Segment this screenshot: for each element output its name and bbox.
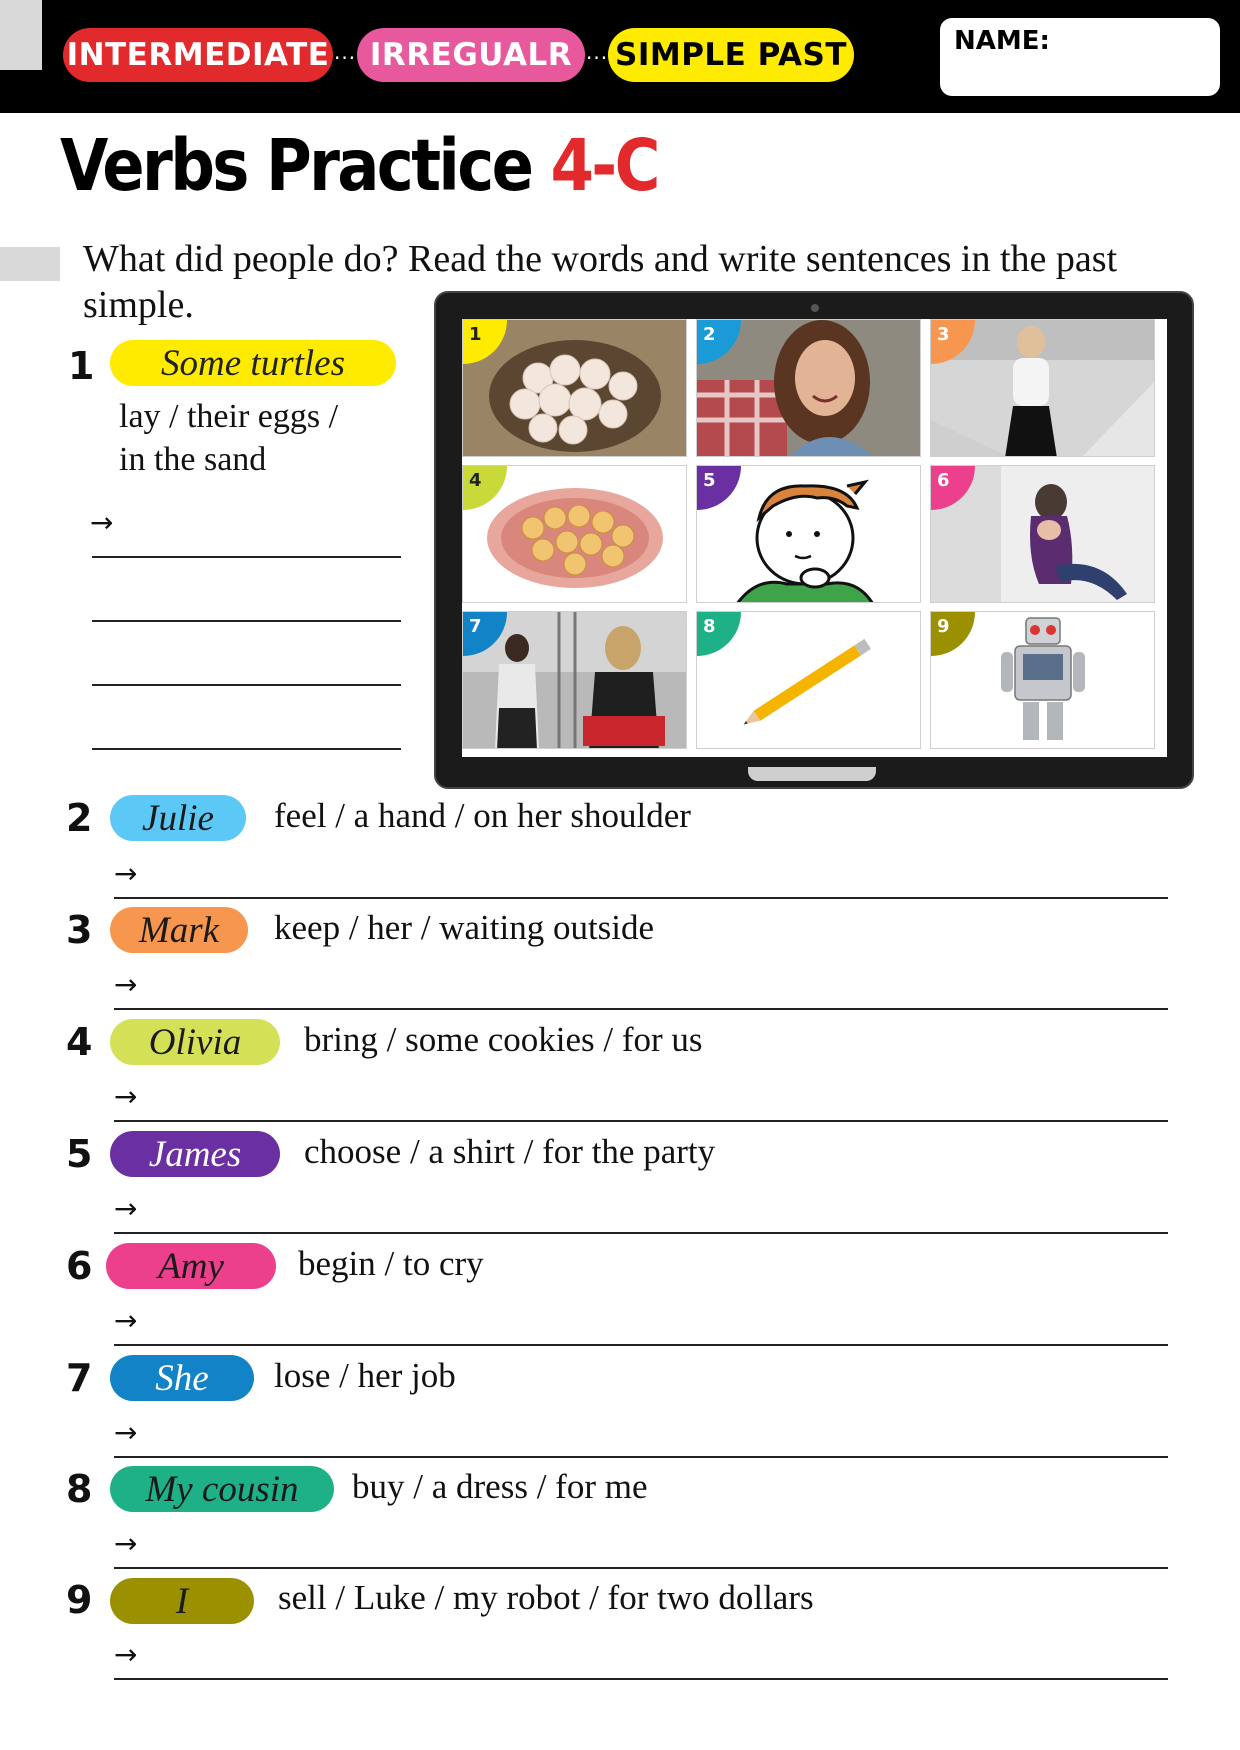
level-tag: INTERMEDIATE bbox=[63, 28, 333, 82]
tablet-frame bbox=[434, 291, 1194, 789]
item-number: 4 bbox=[66, 1020, 93, 1064]
picture-number: 8 bbox=[703, 616, 716, 637]
camera-icon bbox=[811, 304, 819, 312]
answer-line[interactable] bbox=[92, 748, 401, 750]
name-field[interactable] bbox=[940, 18, 1220, 96]
picture-number: 5 bbox=[703, 470, 716, 491]
item-number: 6 bbox=[66, 1244, 93, 1288]
title-code: 4-C bbox=[550, 124, 658, 207]
instructions: What did people do? Read the words and write sentences in the past simple. bbox=[83, 238, 1118, 326]
corner-tab bbox=[0, 0, 42, 70]
subject-pill: James bbox=[110, 1131, 280, 1177]
subject-pill: She bbox=[110, 1355, 254, 1401]
arrow-icon: → bbox=[90, 506, 114, 539]
name-label: NAME: bbox=[954, 26, 1050, 56]
answer-line[interactable] bbox=[114, 1344, 1168, 1346]
item-words-line: lay / their eggs / bbox=[119, 398, 339, 435]
answer-line[interactable] bbox=[114, 1678, 1168, 1680]
subject-pill: My cousin bbox=[110, 1466, 334, 1512]
subject-pill: Julie bbox=[110, 795, 246, 841]
picture-cell bbox=[696, 465, 921, 603]
item-words: feel / a hand / on her shoulder bbox=[274, 796, 691, 835]
arrow-icon: → bbox=[114, 1527, 138, 1560]
answer-line[interactable] bbox=[114, 1008, 1168, 1010]
item-number: 7 bbox=[66, 1356, 93, 1400]
arrow-icon: → bbox=[114, 857, 138, 890]
arrow-icon: → bbox=[114, 1638, 138, 1671]
item-words: sell / Luke / my robot / for two dollars bbox=[278, 1578, 814, 1617]
topic-tag: IRREGUALR bbox=[357, 28, 585, 82]
item-words-line: in the sand bbox=[119, 441, 267, 478]
answer-line[interactable] bbox=[92, 684, 401, 686]
side-tab bbox=[0, 247, 60, 281]
item-words: lose / her job bbox=[274, 1356, 456, 1395]
picture-number: 4 bbox=[469, 470, 482, 491]
picture-number: 7 bbox=[469, 616, 482, 637]
item-words: bring / some cookies / for us bbox=[304, 1020, 703, 1059]
tense-tag: SIMPLE PAST bbox=[608, 28, 854, 82]
picture-number: 9 bbox=[937, 616, 950, 637]
tag-separator: ··· bbox=[586, 46, 609, 70]
item-number: 2 bbox=[66, 796, 93, 840]
picture-cell bbox=[462, 465, 687, 603]
picture-cell bbox=[462, 611, 687, 749]
title-main: Verbs Practice bbox=[60, 124, 532, 207]
picture-grid bbox=[462, 319, 1167, 757]
answer-line[interactable] bbox=[92, 556, 401, 558]
item-number: 9 bbox=[66, 1578, 93, 1622]
arrow-icon: → bbox=[114, 1192, 138, 1225]
picture-cell bbox=[462, 319, 687, 457]
picture-number: 6 bbox=[937, 470, 950, 491]
subject-pill: I bbox=[110, 1578, 254, 1624]
subject-pill: Some turtles bbox=[110, 340, 396, 386]
tablet-stand bbox=[748, 767, 876, 781]
item-words: begin / to cry bbox=[298, 1244, 484, 1283]
picture-cell bbox=[930, 319, 1155, 457]
item-number: 8 bbox=[66, 1467, 93, 1511]
page-title bbox=[60, 124, 658, 207]
subject-pill: Mark bbox=[110, 907, 248, 953]
item-words: buy / a dress / for me bbox=[352, 1467, 648, 1506]
answer-line[interactable] bbox=[92, 620, 401, 622]
answer-line[interactable] bbox=[114, 897, 1168, 899]
item-number: 1 bbox=[68, 344, 95, 388]
answer-line[interactable] bbox=[114, 1120, 1168, 1122]
item-number: 5 bbox=[66, 1132, 93, 1176]
picture-number: 2 bbox=[703, 324, 716, 345]
arrow-icon: → bbox=[114, 1416, 138, 1449]
answer-line[interactable] bbox=[114, 1456, 1168, 1458]
item-number: 3 bbox=[66, 908, 93, 952]
picture-number: 1 bbox=[469, 324, 482, 345]
subject-pill: Olivia bbox=[110, 1019, 280, 1065]
picture-cell bbox=[696, 611, 921, 749]
item-words bbox=[119, 395, 338, 481]
answer-line[interactable] bbox=[114, 1232, 1168, 1234]
item-words: choose / a shirt / for the party bbox=[304, 1132, 716, 1171]
tag-separator: ··· bbox=[334, 46, 357, 70]
answer-line[interactable] bbox=[114, 1567, 1168, 1569]
subject-pill: Amy bbox=[106, 1243, 276, 1289]
arrow-icon: → bbox=[114, 968, 138, 1001]
picture-cell bbox=[930, 465, 1155, 603]
picture-number: 3 bbox=[937, 324, 950, 345]
arrow-icon: → bbox=[114, 1304, 138, 1337]
item-words: keep / her / waiting outside bbox=[274, 908, 655, 947]
arrow-icon: → bbox=[114, 1080, 138, 1113]
picture-cell bbox=[930, 611, 1155, 749]
picture-cell bbox=[696, 319, 921, 457]
